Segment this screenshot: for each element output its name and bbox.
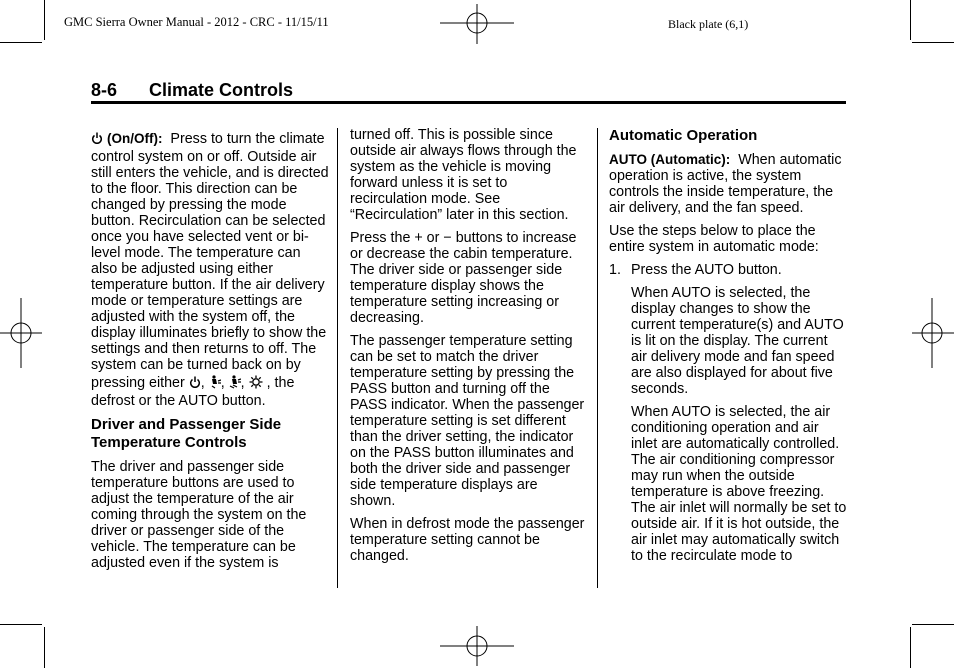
onoff-paragraph [91,131,329,373]
auto-paragraph [609,152,847,216]
title-rule [91,101,846,104]
bilevel-icon [229,375,241,393]
automatic-operation-heading: Automatic Operation [609,127,758,144]
section-title [91,80,293,101]
col2-paragraph-4: When in defrost mode the passenger temperature setting cannot be changed. [350,516,585,564]
step-1-number: 1. [609,262,621,278]
pressing-after-text: , the defrost or the AUTO button. [91,375,295,409]
fan-icon [249,375,263,393]
step-1-paragraph-1: When AUTO is selected, the display changes to show the current temperature(s) and AUTO is lit on the display. The current air delivery mode and fan speed are also displayed for about five seconds. [631,285,844,397]
pressing-either-paragraph: pressing either , , , , the defrost or the AUTO button. [91,375,295,409]
crop-mark-bl-h [0,624,42,625]
header-right-text: Black plate (6,1) [668,17,749,31]
steps-intro: Use the steps below to place the entire system in automatic mode: [609,223,819,255]
auto-text: When automatic operation is active, the system controls the inside temperature, the air delivery, and the fan speed. [609,152,842,216]
crop-mark-tr-v [910,0,911,40]
column-2 [350,127,586,571]
power-icon [91,132,103,149]
column-3 [609,127,847,571]
col2-paragraph-2: Press the + or − buttons to increase or decrease the cabin temperature. The driver side or passenger side temperature display shows the temperature setting increasing or decreasing. [350,230,577,326]
registration-mark-left [0,298,42,368]
onoff-text: Press to turn the climate control system on or off. Outside air still enters the vehicle, and is directed to the floor. This direction can be changed by pressing the mode button. Recirculation can be selected once you have selected vent or bi-level mode. The temperature can also be adjusted using either temperature button. If the air delivery mode or temperature settings are adjusted with the system off, the display illuminates briefly to show the settings and then returns to off. The system can be turned back on by [91,131,329,373]
registration-mark-top [440,4,514,44]
crop-mark-tl-v [44,0,45,40]
onoff-label: (On/Off): [106,131,163,146]
step-1-text: Press the AUTO button. [631,262,782,278]
crop-mark-br-v [910,627,911,668]
section-name: Climate Controls [149,80,294,100]
crop-mark-bl-v [44,627,45,668]
auto-label: AUTO (Automatic): [609,152,731,167]
driver-passenger-body: The driver and passenger side temperature buttons are used to adjust the temperature of the air coming through the system on the driver or passenger side of the vehicle. The temperature can be adjusted even if the system is [91,459,307,571]
crop-mark-tr-h [912,42,954,43]
column-divider-2 [597,128,598,588]
power-icon [189,376,201,393]
registration-mark-right [912,298,954,368]
column-divider-1 [337,128,338,588]
crop-mark-br-h [912,624,954,625]
section-number: 8-6 [91,80,118,100]
col2-paragraph-1: turned off. This is possible since outside air always flows through the system as the vehicle is moving forward unless it is set to recirculation mode. See “Recirculation” later in this section. [350,127,577,223]
crop-mark-tl-h [0,42,42,43]
registration-mark-bottom [440,626,514,666]
vent-icon [209,375,221,393]
step-1 [609,262,847,278]
step-1-paragraph-2: When AUTO is selected, the air conditioning operation and air inlet are automatically controlled. The air conditioning compressor may run when the outside temperature is above freezing. The air inlet will normally be set to outside air. If it is hot outside, the air inlet may automatically switch to the recirculate mode to [631,404,847,564]
header-left-text: GMC Sierra Owner Manual - 2012 - CRC - 11/15/11 [64,15,329,29]
col2-paragraph-3: The passenger temperature setting can be set to match the driver temperature setting by pressing the PASS button and turning off the PASS indicator. When the passenger temperature setting is set different than the driver setting, the indicator on the PASS button illuminates and both the driver side and passenger side temperature displays are shown. [350,333,585,509]
driver-passenger-heading: Driver and Passenger Side Temperature Controls [91,416,282,451]
pressing-either-text: pressing either [91,375,185,391]
column-1 [91,131,329,578]
